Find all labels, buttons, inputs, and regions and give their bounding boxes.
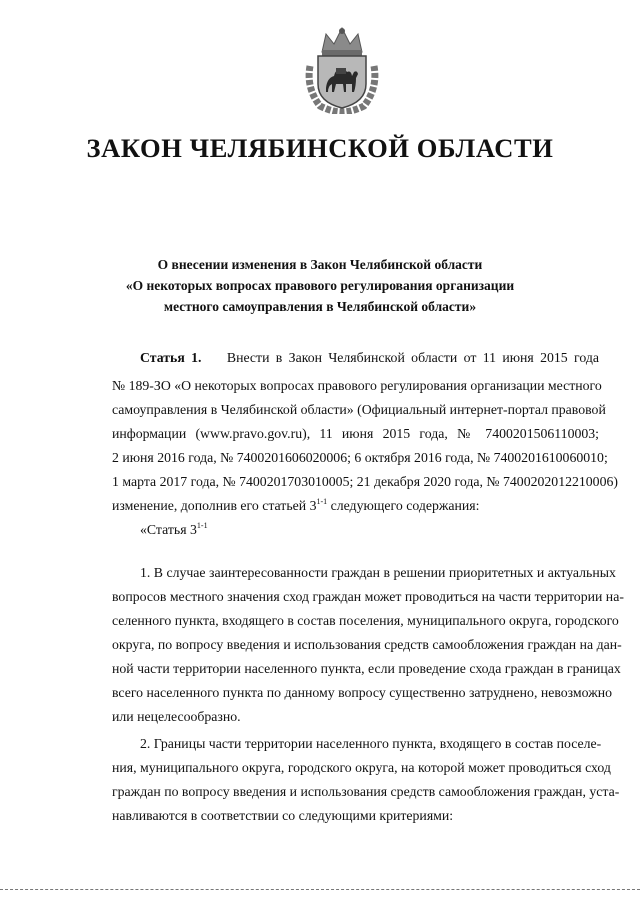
paragraph-2-line: граждан по вопросу введения и использования средств самообложения граждан, уста-: [112, 784, 620, 799]
subtitle-line: местного самоуправления в Челябинской области»: [163, 299, 477, 314]
body-line: самоуправления в Челябинской области» (Официальный интернет-портал правовой: [112, 402, 606, 417]
change-line-after: следующего содержания:: [327, 498, 480, 513]
article-first-line-text: Внести в Закон Челябинской области от 11 июня 2015 года: [226, 350, 600, 365]
paragraph-2-line: ния, муниципального округа, городского округа, на которой может проводиться сход: [112, 760, 611, 775]
change-line: [112, 495, 599, 517]
page-bottom-divider: [0, 889, 640, 890]
paragraph-1-line: округа, по вопросу введения и использования средств самообложения граждан на дан-: [112, 637, 622, 652]
article-label: Статья 1.: [140, 350, 202, 365]
subtitle-line: «О некоторых вопросах правового регулирования организации: [125, 278, 515, 293]
paragraph-1-line: 1. В случае заинтересованности граждан в решении приоритетных и актуальных: [140, 565, 616, 580]
change-line-before: изменение, дополнив его статьей 3: [112, 498, 317, 513]
paragraph-1-line: всего населенного пункта по данному вопросу существенно затруднено, невозможно: [112, 685, 613, 700]
article-first-line: [140, 347, 599, 369]
new-article-label: [140, 519, 599, 541]
body-line: 1 марта 2017 года, № 7400201703010005; 21 декабря 2020 года, № 7400202012210006): [112, 474, 618, 489]
new-article-sup: 1-1: [196, 521, 208, 530]
paragraph-1-line: или нецелесообразно.: [112, 709, 241, 724]
paragraph-2-line: 2. Границы части территории населенного пункта, входящего в состав поселе-: [140, 736, 602, 751]
paragraph-1-line: селенного пункта, входящего в состав поселения, муниципального округа, городского: [112, 613, 619, 628]
paragraph-1-line: ной части территории населенного пункта, если проведение схода граждан в границах: [112, 661, 621, 676]
change-line-sup: 1-1: [316, 497, 328, 506]
coat-of-arms-icon: [296, 22, 388, 114]
law-subtitle: [0, 254, 640, 317]
paragraph-1-line: вопросов местного значения сход граждан может проводиться на части территории на-: [112, 589, 624, 604]
body-line: № 189-ЗО «О некоторых вопросах правового регулирования организации местного: [112, 378, 602, 393]
body-line: информации (www.pravo.gov.ru), 11 июня 2015 года, № 7400201506110003;: [112, 426, 599, 441]
body-line: 2 июня 2016 года, № 7400201606020006; 6 октября 2016 года, № 7400201610060010;: [112, 450, 608, 465]
new-article-label-text: «Статья 3: [140, 522, 197, 537]
law-title: ЗАКОН ЧЕЛЯБИНСКОЙ ОБЛАСТИ: [86, 133, 554, 163]
subtitle-line: О внесении изменения в Закон Челябинской области: [157, 257, 483, 272]
paragraph-2-line: навливаются в соответствии со следующими критериями:: [112, 808, 454, 823]
